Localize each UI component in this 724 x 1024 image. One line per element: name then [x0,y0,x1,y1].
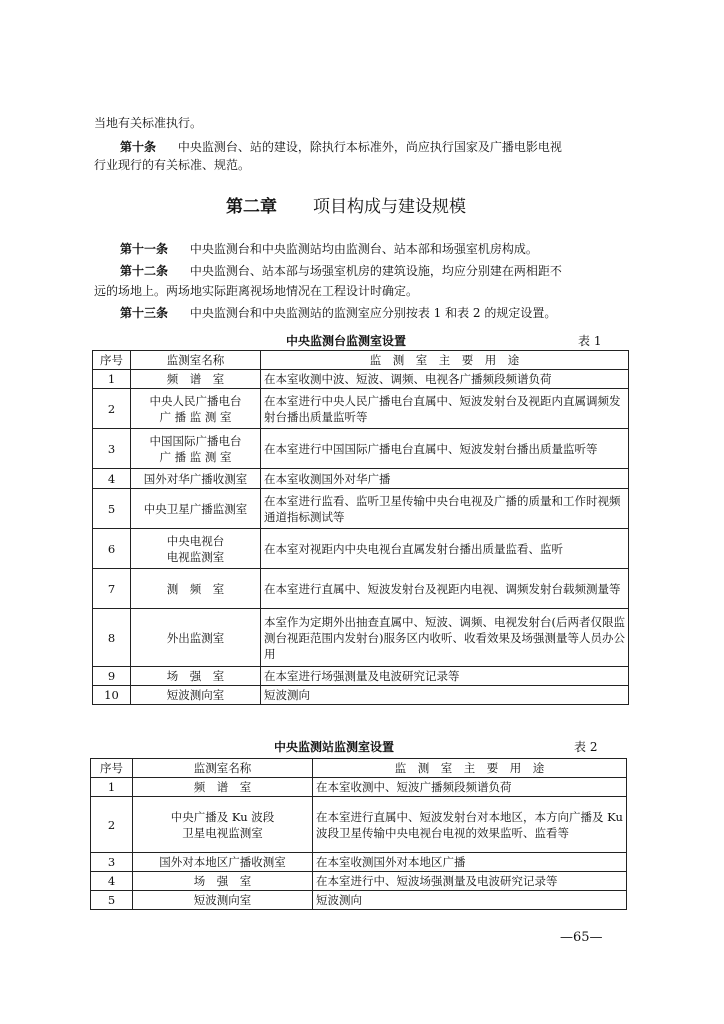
table-row [91,797,627,853]
table1-number: 表 1 [578,334,602,348]
table-cell-room-name: 测 频 室 [131,569,261,609]
table-cell-number: 2 [93,389,131,429]
table2-number: 表 2 [574,740,598,754]
table-cell-purpose: 在本室进行中、短波场强测量及电波研究记录等 [313,872,627,891]
table-cell-room-name: 中央人民广播电台 广 播 监 测 室 [131,389,261,429]
table-cell-purpose: 在本室进行直属中、短波发射台对本地区，本方向广播及 Ku 波段卫星传输中央电视台电视的效果监听、监看等 [313,797,627,853]
article-10-text: 中央监测台、站的建设，除执行本标准外，尚应执行国家及广播电影电视 [177,140,562,154]
table-cell-room-name: 中央广播及 Ku 波段 卫星电视监测室 [133,797,313,853]
article-12-label: 第十二条 [120,264,169,278]
table-cell-purpose: 在本室进行监看、监听卫星传输中央台电视及广播的质量和工作时视频通道指标测试等 [261,489,629,529]
chapter-title: 项目构成与建设规模 [313,197,466,217]
article-11-label: 第十一条 [120,242,169,256]
table-cell-number: 1 [93,370,131,389]
table-cell-purpose: 在本室进行直属中、短波发射台及视距内电视、调频发射台载频测量等 [261,569,629,609]
table-row [93,686,629,705]
article-11 [120,240,538,258]
table-cell-number: 3 [91,853,133,872]
article-12-cont: 远的场地上。两场地实际距离视场地情况在工程设计时确定。 [94,284,419,298]
table-cell-room-name: 频 谱 室 [131,370,261,389]
table-cell-room-name: 中央电视台 电视监测室 [131,529,261,569]
article-13-text: 中央监测台和中央监测站的监测室应分别按表 1 和表 2 的规定设置。 [189,306,557,320]
table-cell-room-name: 外出监测室 [131,609,261,667]
table-header-cell: 监测室名称 [133,759,313,778]
table-cell-purpose: 本室作为定期外出抽查直属中、短波、调频、电视发射台(后两者仅限监测台视距范围内发射台)服务区内收听、收看效果及场强测量等人员办公用 [261,609,629,667]
table-row [91,853,627,872]
table-cell-purpose: 短波测向 [313,891,627,910]
table-cell-number: 9 [93,667,131,686]
table-header-cell: 监 测 室 主 要 用 途 [313,759,627,778]
article-10 [120,138,562,156]
table-cell-number: 2 [91,797,133,853]
table-cell-number: 1 [91,778,133,797]
chapter-number: 第二章 [226,197,277,217]
table-cell-room-name: 场 强 室 [133,872,313,891]
article-10-label: 第十条 [120,140,157,154]
table2-caption: 中央监测站监测室设置 [274,740,395,754]
table-cell-purpose: 在本室进行场强测量及电波研究记录等 [261,667,629,686]
table-cell-purpose: 在本室收测国外对本地区广播 [313,853,627,872]
table-cell-purpose: 在本室收测中波、短波、调频、电视各广播频段频谱负荷 [261,370,629,389]
article-10-cont: 行业现行的有关标准、规范。 [94,158,251,172]
article-12-text: 中央监测台、站本部与场强室机房的建筑设施，均应分别建在两相距不 [189,264,562,278]
table-cell-purpose: 在本室收测国外对华广播 [261,469,629,489]
table-cell-number: 7 [93,569,131,609]
table-row [93,429,629,469]
table1 [92,350,629,705]
table2 [90,758,627,910]
table-header-row [93,351,629,370]
table-cell-number: 4 [93,469,131,489]
table-cell-room-name: 频 谱 室 [133,778,313,797]
table-row [93,370,629,389]
article-13 [120,304,556,322]
table-row [93,569,629,609]
table-cell-room-name: 短波测向室 [133,891,313,910]
table-header-row [91,759,627,778]
article-11-text: 中央监测台和中央监测站均由监测台、站本部和场强室机房构成。 [189,242,538,256]
table-cell-purpose: 在本室进行中国国际广播电台直属中、短波发射台播出质量监听等 [261,429,629,469]
table-row [93,529,629,569]
table-row [93,389,629,429]
table-cell-purpose: 在本室对视距内中央电视台直属发射台播出质量监看、监听 [261,529,629,569]
table-cell-purpose: 在本室进行中央人民广播电台直属中、短波发射台及视距内直属调频发射台播出质量监听等 [261,389,629,429]
table-cell-room-name: 短波测向室 [131,686,261,705]
table-cell-room-name: 场 强 室 [131,667,261,686]
table-header-cell: 序号 [91,759,133,778]
table-row [93,469,629,489]
page-number: —65— [560,930,603,945]
table-cell-number: 4 [91,872,133,891]
table-cell-number: 5 [93,489,131,529]
table-row [91,872,627,891]
table-row [93,609,629,667]
table-cell-room-name: 中国国际广播电台 广 播 监 测 室 [131,429,261,469]
table-cell-purpose: 在本室收测中、短波广播频段频谱负荷 [313,778,627,797]
table-header-cell: 序号 [93,351,131,370]
table-cell-number: 6 [93,529,131,569]
table-cell-room-name: 中央卫星广播监测室 [131,489,261,529]
table-cell-number: 5 [91,891,133,910]
table-cell-room-name: 国外对本地区广播收测室 [133,853,313,872]
table-header-cell: 监测室名称 [131,351,261,370]
article-13-label: 第十三条 [120,306,169,320]
table-row [93,667,629,686]
table-cell-room-name: 国外对华广播收测室 [131,469,261,489]
table-cell-number: 3 [93,429,131,469]
chapter-heading [226,192,466,217]
intro-line: 当地有关标准执行。 [94,116,203,130]
table-row [91,778,627,797]
table-cell-number: 10 [93,686,131,705]
table-row [91,891,627,910]
table-row [93,489,629,529]
table-cell-number: 8 [93,609,131,667]
article-12 [120,262,562,280]
table-header-cell: 监 测 室 主 要 用 途 [261,351,629,370]
table-cell-purpose: 短波测向 [261,686,629,705]
table1-caption: 中央监测台监测室设置 [286,334,407,348]
